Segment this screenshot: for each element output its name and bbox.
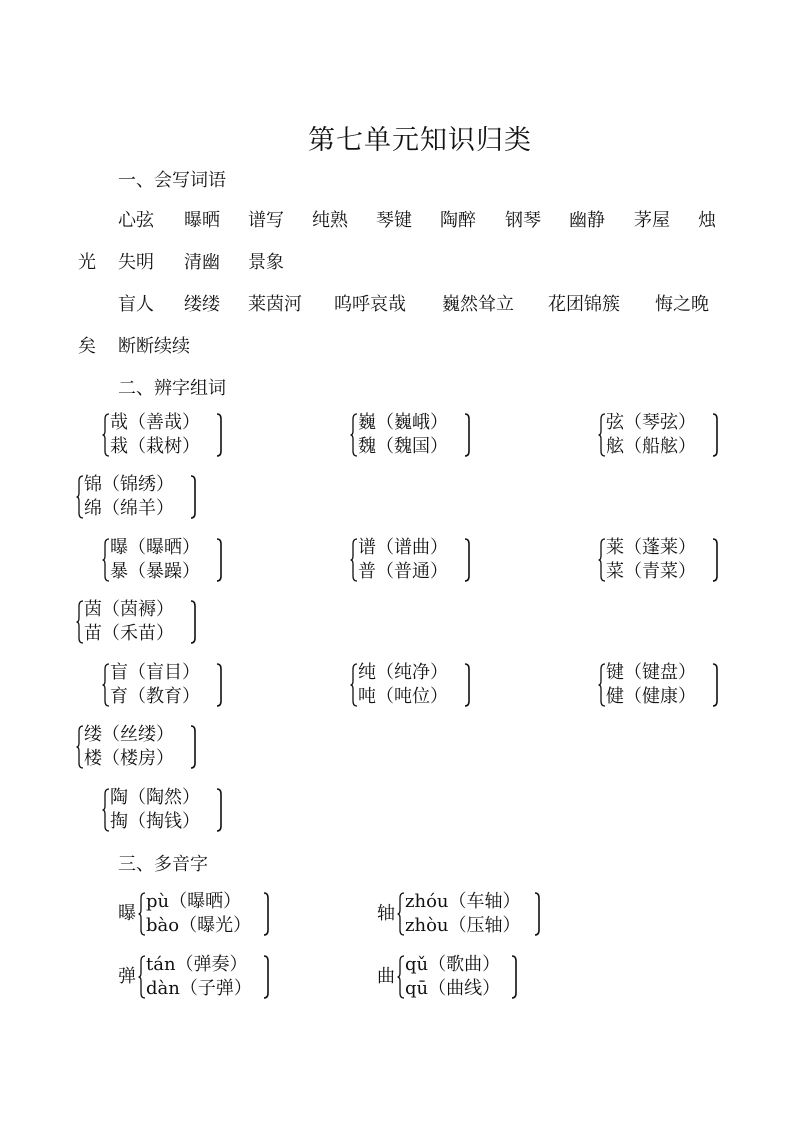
word: 琴键 <box>376 210 412 231</box>
word: 花团锦簇 <box>548 294 620 315</box>
right-bracket-icon <box>190 475 196 519</box>
polyphone-char: 轴 <box>377 903 395 924</box>
char-group <box>76 473 206 523</box>
word-row-3 <box>0 290 794 316</box>
char-group <box>76 723 206 773</box>
group-line-a: 弦（琴弦） <box>606 412 696 433</box>
group-line-b: 楼（楼房） <box>84 748 174 769</box>
reading-b: zhòu（压轴） <box>405 915 521 936</box>
word-row-1 <box>0 206 794 232</box>
group-line-a: 锦（锦绣） <box>84 474 174 495</box>
section-heading-2: 二、辨字组词 <box>118 378 226 399</box>
polyphone-char: 弹 <box>118 966 136 987</box>
left-brace-icon <box>76 475 84 519</box>
char-group <box>350 661 480 711</box>
char-group <box>76 598 206 648</box>
left-brace-icon <box>350 413 358 457</box>
right-bracket-icon <box>464 413 470 457</box>
group-line-a: 哉（善哉） <box>110 412 200 433</box>
right-bracket-icon <box>511 955 517 999</box>
word-row-2 <box>0 248 794 274</box>
word: 悔之晚 <box>655 294 709 315</box>
polyphone-char: 曲 <box>377 966 395 987</box>
left-brace-icon <box>598 663 606 707</box>
polyphone-item <box>118 890 278 940</box>
reading-a: pù（曝晒） <box>146 891 242 912</box>
left-brace-icon <box>76 600 84 644</box>
word: 呜呼哀哉 <box>334 294 406 315</box>
reading-a: tán（弹奏） <box>146 954 248 975</box>
word: 巍然耸立 <box>442 294 514 315</box>
right-bracket-icon <box>263 955 269 999</box>
word: 清幽 <box>184 252 220 273</box>
left-brace-icon <box>102 538 110 582</box>
word: 茅屋 <box>634 210 670 231</box>
char-group <box>102 786 232 836</box>
section-heading-1: 一、会写词语 <box>118 170 226 191</box>
group-line-a: 缕（丝缕） <box>84 724 174 745</box>
group-line-b: 舷（船舷） <box>606 436 696 457</box>
char-group <box>102 411 232 461</box>
right-bracket-icon <box>712 538 718 582</box>
right-bracket-icon <box>263 892 269 936</box>
word: 缕缕 <box>184 294 220 315</box>
group-line-b: 魏（魏国） <box>358 436 448 457</box>
word: 景象 <box>248 252 284 273</box>
page-title: 第七单元知识归类 <box>308 125 532 156</box>
word: 钢琴 <box>505 210 541 231</box>
word-row-4 <box>0 332 794 358</box>
reading-a: qǔ（歌曲） <box>405 954 501 975</box>
word: 烛 <box>698 210 716 231</box>
group-line-a: 巍（巍峨） <box>358 412 448 433</box>
group-line-b: 苗（禾苗） <box>84 623 174 644</box>
right-bracket-icon <box>216 413 222 457</box>
group-line-b: 栽（栽树） <box>110 436 200 457</box>
left-brace-icon <box>397 955 405 999</box>
polyphone-char: 曝 <box>118 903 136 924</box>
word: 矣 <box>78 336 96 357</box>
left-brace-icon <box>138 892 146 936</box>
group-line-b: 菜（青菜） <box>606 561 696 582</box>
char-group <box>102 661 232 711</box>
left-brace-icon <box>350 538 358 582</box>
reading-b: bào（曝光） <box>146 915 252 936</box>
group-line-b: 暴（暴躁） <box>110 561 200 582</box>
group-line-a: 茵（茵褥） <box>84 599 174 620</box>
reading-b: qū（曲线） <box>405 978 501 999</box>
group-line-a: 莱（蓬莱） <box>606 537 696 558</box>
right-bracket-icon <box>464 538 470 582</box>
left-brace-icon <box>102 788 110 832</box>
char-group <box>350 411 480 461</box>
left-brace-icon <box>76 725 84 769</box>
right-bracket-icon <box>216 788 222 832</box>
group-line-a: 陶（陶然） <box>110 787 200 808</box>
right-bracket-icon <box>216 663 222 707</box>
word: 莱茵河 <box>248 294 302 315</box>
word: 光 <box>78 252 96 273</box>
polyphone-item <box>377 890 547 940</box>
word: 心弦 <box>118 210 154 231</box>
word: 幽静 <box>569 210 605 231</box>
section-heading-3: 三、多音字 <box>118 854 208 875</box>
polyphone-item <box>118 953 278 1003</box>
group-line-b: 育（教育） <box>110 686 200 707</box>
left-brace-icon <box>138 955 146 999</box>
left-brace-icon <box>598 538 606 582</box>
char-group <box>598 536 728 586</box>
right-bracket-icon <box>216 538 222 582</box>
group-line-b: 掏（掏钱） <box>110 811 200 832</box>
group-line-b: 绵（绵羊） <box>84 498 174 519</box>
char-group <box>598 411 728 461</box>
word: 曝晒 <box>184 210 220 231</box>
right-bracket-icon <box>190 600 196 644</box>
group-line-a: 曝（曝晒） <box>110 537 200 558</box>
left-brace-icon <box>102 663 110 707</box>
reading-a: zhóu（车轴） <box>405 891 521 912</box>
group-line-b: 吨（吨位） <box>358 686 448 707</box>
word: 盲人 <box>118 294 154 315</box>
right-bracket-icon <box>712 663 718 707</box>
group-line-b: 普（普通） <box>358 561 448 582</box>
left-brace-icon <box>397 892 405 936</box>
right-bracket-icon <box>464 663 470 707</box>
word: 陶醉 <box>440 210 476 231</box>
char-group <box>102 536 232 586</box>
group-line-a: 盲（盲目） <box>110 662 200 683</box>
word: 失明 <box>118 252 154 273</box>
left-brace-icon <box>102 413 110 457</box>
left-brace-icon <box>598 413 606 457</box>
right-bracket-icon <box>534 892 540 936</box>
right-bracket-icon <box>190 725 196 769</box>
group-line-a: 谱（谱曲） <box>358 537 448 558</box>
char-group <box>598 661 728 711</box>
right-bracket-icon <box>712 413 718 457</box>
word: 纯熟 <box>312 210 348 231</box>
word: 断断续续 <box>118 336 190 357</box>
polyphone-item <box>377 953 527 1003</box>
word: 谱写 <box>248 210 284 231</box>
char-group <box>350 536 480 586</box>
reading-b: dàn（子弹） <box>146 978 252 999</box>
group-line-a: 键（键盘） <box>606 662 696 683</box>
group-line-b: 健（健康） <box>606 686 696 707</box>
group-line-a: 纯（纯净） <box>358 662 448 683</box>
left-brace-icon <box>350 663 358 707</box>
